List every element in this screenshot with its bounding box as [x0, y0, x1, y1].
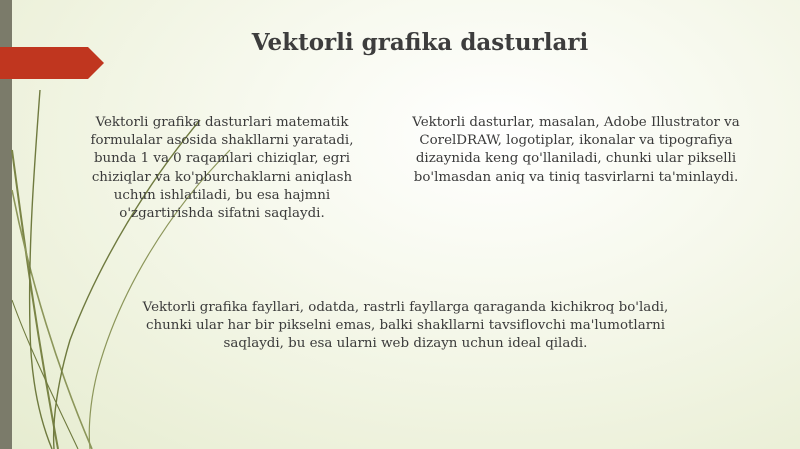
slide-title: Vektorli grafika dasturlari [251, 29, 589, 56]
arrow-accent-icon [0, 47, 104, 79]
paragraph-1: Vektorli grafika dasturlari matematik formulalar asosida shakllarni yaratadi, bunda 1 va 0 raqamlari chiziqlar, egri chiziqlar va ko'pburchaklarni aniqlash uchun ishlatiladi, bu esa hajmni o'zgartirishda sifatni saqlaydi. [90, 115, 354, 222]
paragraph-3: Vektorli grafika fayllari, odatda, rastrli fayllarga qaraganda kichikroq bo'ladi, chunki ular har bir pikselni emas, balki shakllarni tavsiflovchi ma'lumotlarni saqlaydi, bu esa ularni web dizayn uchun ideal qiladi. [142, 300, 669, 352]
paragraph-2: Vektorli dasturlar, masalan, Adobe Illustrator va CorelDRAW, logotiplar, ikonalar va tipografiya dizaynida keng qo'llaniladi, chunki ular pikselli bo'lmasdan aniq va tiniq tasvirlarni ta'minlaydi. [412, 115, 740, 185]
